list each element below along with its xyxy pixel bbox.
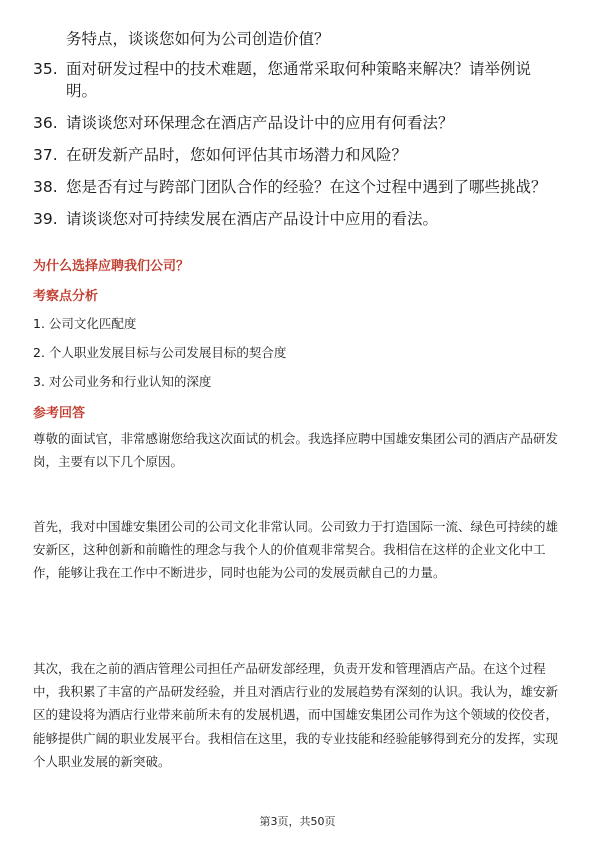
analysis-item: 3. 对公司业务和行业认知的深度 — [33, 374, 212, 389]
question-list — [33, 58, 553, 240]
question-text: 请谈谈您对环保理念在酒店产品设计中的应用有何看法？ — [66, 114, 454, 132]
section-title: 为什么选择应聘我们公司？ — [33, 259, 190, 274]
question-number: 35. — [33, 60, 58, 78]
answer-paragraph: 尊敬的面试官，非常感谢您给我这次面试的机会。我选择应聘中国雄安集团公司的酒店产品研发岗，主要有以下几个原因。 — [33, 431, 559, 470]
question-item — [33, 144, 553, 166]
answer-title: 参考回答 — [33, 406, 86, 421]
analysis-title: 考察点分析 — [33, 289, 99, 304]
question-item — [33, 58, 553, 102]
question-text: 您是否有过与跨部门团队合作的经验？在这个过程中遇到了哪些挑战？ — [66, 178, 547, 196]
question-item — [33, 112, 553, 134]
question-number: 39. — [33, 210, 58, 228]
analysis-item: 2. 个人职业发展目标与公司发展目标的契合度 — [33, 345, 287, 360]
question-text: 在研发新产品时，您如何评估其市场潜力和风险？ — [66, 146, 408, 164]
question-number: 38. — [33, 178, 58, 196]
question-item — [33, 208, 553, 230]
question-text: 请谈谈您对可持续发展在酒店产品设计中应用的看法。 — [66, 210, 439, 228]
question-number: 36. — [33, 114, 58, 132]
question-text: 面对研发过程中的技术难题，您通常采取何种策略来解决？请举例说明。 — [66, 60, 532, 100]
question-continuation: 务特点，谈谈您如何为公司创造价值？ — [66, 30, 330, 48]
answer-paragraph: 其次，我在之前的酒店管理公司担任产品研发部经理，负责开发和管理酒店产品。在这个过程中，我积累了丰富的产品研发经验，并且对酒店行业的发展趋势有深刻的认识。我认为，雄安新区的建设将为酒店行业带来前所未有的发展机遇，而中国雄安集团公司作为这个领域的佼佼者，能够提供广阔的职业发展平台。我相信在这里，我的专业技能和经验能够得到充分的发挥，实现个人职业发展的新突破。 — [33, 661, 559, 769]
analysis-item: 1. 公司文化匹配度 — [33, 316, 137, 331]
answer-paragraph: 首先，我对中国雄安集团公司的公司文化非常认同。公司致力于打造国际一流、绿色可持续的雄安新区，这种创新和前瞻性的理念与我个人的价值观非常契合。我相信在这样的企业文化中工作，能够让我在工作中不断进步，同时也能为公司的发展贡献自己的力量。 — [33, 519, 559, 581]
question-item — [33, 176, 553, 198]
question-number: 37. — [33, 146, 58, 164]
page-footer: 第3页，共50页 — [259, 815, 336, 828]
